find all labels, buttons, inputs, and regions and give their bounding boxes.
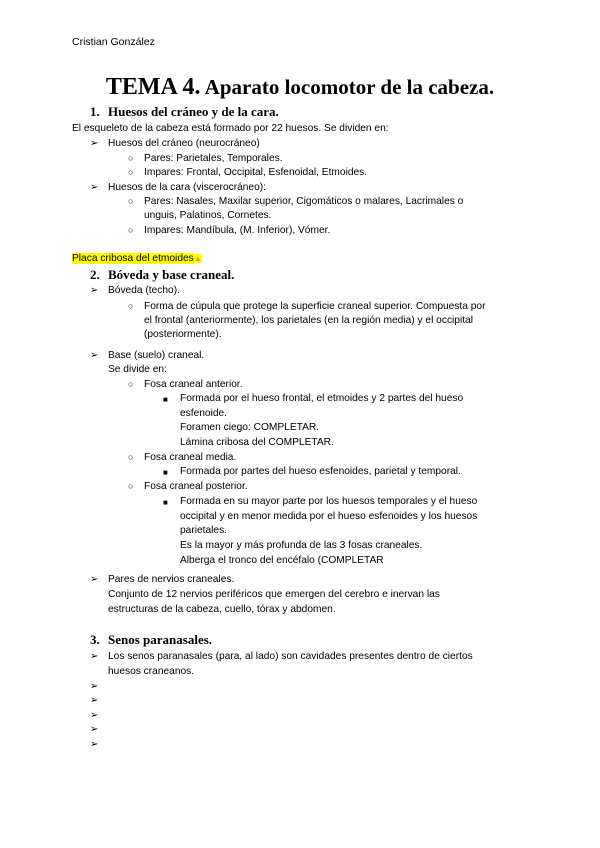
warning-icon: ▲: [193, 254, 202, 263]
list-item-continuation: esfenoide.: [180, 408, 228, 419]
list-item-subtext: Se divide en:: [108, 364, 167, 375]
list-item: Formada por el hueso frontal, el etmoides y 2 partes del hueso: [180, 393, 464, 404]
list-item-continuation: parietales.: [180, 525, 228, 536]
arrow-bullet-icon: ➢: [90, 724, 99, 735]
arrow-bullet-icon: ➢: [90, 651, 99, 662]
arrow-bullet-icon: ➢: [90, 138, 99, 149]
page-title: [0, 74, 600, 101]
list-item: Forma de cúpula que protege la superficie craneal superior. Compuesta por: [144, 301, 486, 312]
list-item-continuation: unguis, Palatinos, Cornetes.: [144, 210, 272, 221]
list-item: Huesos de la cara (viscerocráneo):: [108, 182, 266, 193]
arrow-bullet-icon: ➢: [90, 182, 99, 193]
list-item-continuation: Lámina cribosa del COMPLETAR.: [180, 437, 334, 448]
list-item-continuation: Foramen ciego: COMPLETAR.: [180, 422, 320, 433]
list-item-continuation: Conjunto de 12 nervios periféricos que emergen del cerebro e inervan las: [108, 589, 440, 600]
section-2-number: 2.: [90, 267, 100, 282]
title-prefix: TEMA 4.: [105, 74, 201, 100]
list-item-continuation: Es la mayor y más profunda de las 3 fosas craneales.: [180, 540, 423, 551]
section-1-heading: Huesos del cráneo y de la cara.: [108, 104, 279, 119]
section-1-number: 1.: [90, 104, 100, 119]
arrow-bullet-icon: ➢: [90, 710, 99, 721]
list-item: Fosa craneal posterior.: [144, 481, 248, 492]
arrow-bullet-icon: ➢: [90, 681, 99, 692]
list-item-continuation: (posteriormente).: [144, 329, 222, 340]
circle-bullet-icon: ○: [128, 153, 134, 163]
list-item: Formada por partes del hueso esfenoides, parietal y temporal.: [180, 466, 461, 477]
list-item: Los senos paranasales (para, al lado) son cavidades presentes dentro de ciertos: [108, 651, 473, 662]
list-item: Impares: Mandíbula, (M. Inferior), Vómer.: [144, 225, 331, 236]
arrow-bullet-icon: ➢: [90, 285, 99, 296]
list-item: Pares de nervios craneales.: [108, 574, 235, 585]
list-item: Impares: Frontal, Occipital, Esfenoidal, Etmoides.: [144, 167, 368, 178]
section-3-number: 3.: [90, 632, 100, 647]
list-item-continuation: el frontal (anteriormente), los parietales (en la región media) y el occipital: [144, 315, 473, 326]
list-item: Fosa craneal media.: [144, 452, 237, 463]
highlighted-note: [72, 253, 202, 264]
list-item-continuation: huesos craneanos.: [108, 666, 195, 677]
arrow-bullet-icon: ➢: [90, 739, 99, 750]
list-item: Fosa craneal anterior.: [144, 379, 243, 390]
square-bullet-icon: ■: [163, 395, 168, 404]
section-3-heading: Senos paranasales.: [108, 632, 213, 647]
list-item-continuation: occipital y en menor medida por el hueso esfenoides y los huesos: [180, 511, 478, 522]
section-2-heading: Bóveda y base craneal.: [108, 267, 235, 282]
list-item: Formada en su mayor parte por los huesos temporales y el hueso: [180, 496, 478, 507]
list-item-continuation: Alberga el tronco del encéfalo (COMPLETAR: [180, 555, 384, 566]
list-item: Bóveda (techo).: [108, 285, 180, 296]
square-bullet-icon: ■: [163, 498, 168, 507]
section-1-intro: El esqueleto de la cabeza está formado por 22 huesos. Se dividen en:: [72, 123, 389, 134]
list-item: Huesos del cráneo (neurocráneo): [108, 138, 260, 149]
circle-bullet-icon: ○: [128, 301, 134, 311]
list-item: Pares: Parietales, Temporales.: [144, 153, 283, 164]
square-bullet-icon: ■: [163, 468, 168, 477]
arrow-bullet-icon: ➢: [90, 695, 99, 706]
arrow-bullet-icon: ➢: [90, 574, 99, 585]
arrow-bullet-icon: ➢: [90, 350, 99, 361]
title-text: Aparato locomotor de la cabeza.: [204, 75, 495, 99]
list-item-continuation: estructuras de la cabeza, cuello, tórax y abdomen.: [108, 604, 336, 615]
list-item: Pares: Nasales, Maxilar superior, Cigomáticos o malares, Lacrimales o: [144, 196, 464, 207]
circle-bullet-icon: ○: [128, 225, 134, 235]
circle-bullet-icon: ○: [128, 196, 134, 206]
list-item: Base (suelo) craneal.: [108, 350, 205, 361]
circle-bullet-icon: ○: [128, 452, 134, 462]
circle-bullet-icon: ○: [128, 481, 134, 491]
author-name: Cristian González: [72, 36, 155, 48]
circle-bullet-icon: ○: [128, 379, 134, 389]
circle-bullet-icon: ○: [128, 167, 134, 177]
highlight-text: Placa cribosa del etmoides: [72, 253, 194, 264]
